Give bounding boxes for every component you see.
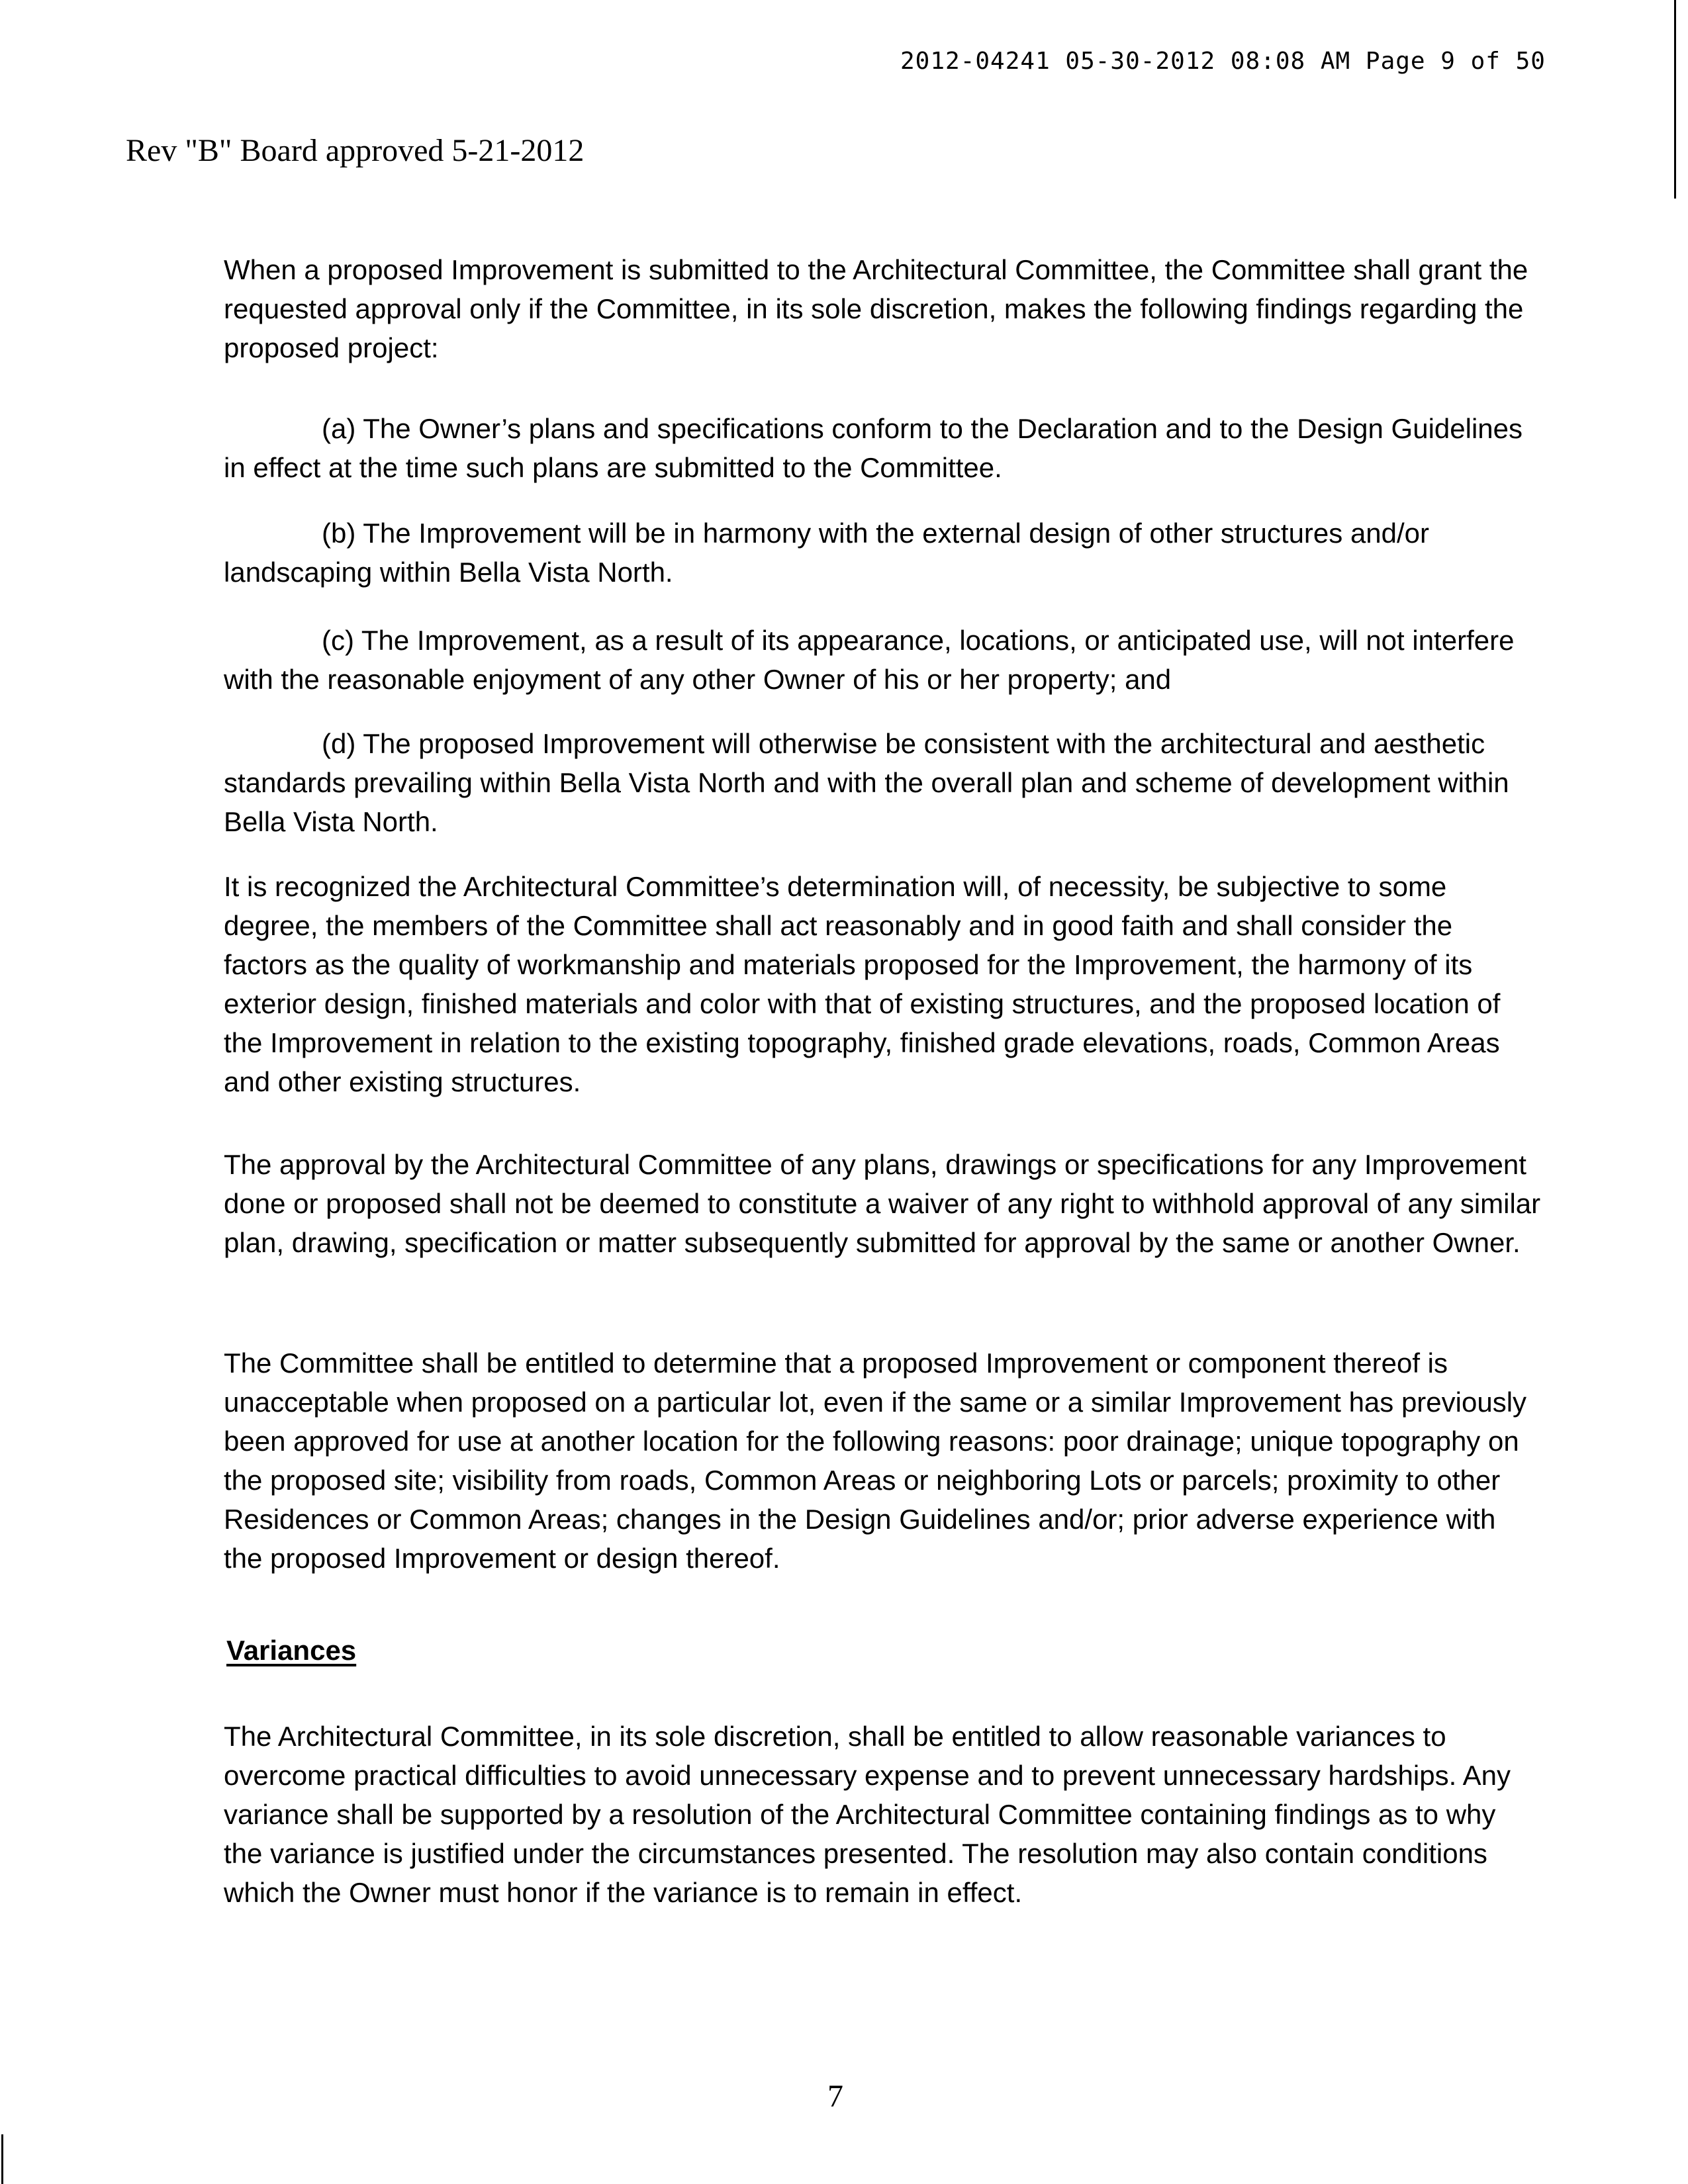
- subjective-paragraph: [224, 867, 1541, 1101]
- page-number: 7: [827, 2079, 843, 2114]
- finding-b: [224, 514, 1541, 592]
- variances-heading: Variances: [226, 1635, 357, 1666]
- variances-paragraph: [224, 1717, 1541, 1912]
- scan-edge-line-right: [1674, 0, 1676, 199]
- approval-waiver-paragraph: [224, 1145, 1541, 1262]
- scan-edge-line-left: [1, 2134, 3, 2184]
- findings-intro-text: When a proposed Improvement is submitted to the Architectural Committee, the Committee shall grant the requested approval only if the Committee, in its sole discretion, makes the following findings regarding the proposed project:: [224, 254, 1528, 363]
- finding-d: [224, 724, 1541, 841]
- finding-a-text: (a) The Owner’s plans and specifications conform to the Declaration and to the Design Guidelines in effect at the time such plans are submitted to the Committee.: [224, 413, 1523, 483]
- finding-b-text: (b) The Improvement will be in harmony with the external design of other structures and/or landscaping within Bella Vista North.: [224, 518, 1430, 588]
- recording-stamp: 2012-04241 05-30-2012 08:08 AM Page 9 of 50: [900, 48, 1546, 75]
- findings-intro: [224, 250, 1541, 367]
- finding-d-text: (d) The proposed Improvement will otherwise be consistent with the architectural and aesthetic standards prevailing within Bella Vista North and with the overall plan and scheme of development within Bella Vista North.: [224, 728, 1509, 837]
- revision-note: Rev "B" Board approved 5-21-2012: [126, 133, 585, 168]
- approval-waiver-text: The approval by the Architectural Committee of any plans, drawings or specifications for any Improvement done or proposed shall not be deemed to constitute a waiver of any right to withhold approval of any similar plan, drawing, specification or matter subsequently submitted for approval by the same or another Owner.: [224, 1149, 1541, 1258]
- finding-c-text: (c) The Improvement, as a result of its appearance, locations, or anticipated use, will not interfere with the reasonable enjoyment of any other Owner of his or her property; and: [224, 625, 1515, 695]
- finding-a: [224, 409, 1541, 487]
- subjective-text: It is recognized the Architectural Committee’s determination will, of necessity, be subjective to some degree, the members of the Committee shall act reasonably and in good faith and shall consider the factors as the quality of workmanship and materials proposed for the Improvement, the harmony of its exterior design, finished materials and color with that of existing structures, and the proposed location of the Improvement in relation to the existing topography, finished grade elevations, roads, Common Areas and other existing structures.: [224, 871, 1501, 1097]
- variances-text: The Architectural Committee, in its sole discretion, shall be entitled to allow reasonable variances to overcome practical difficulties to avoid unnecessary expense and to prevent unnecessary hardships. Any variance shall be supported by a resolution of the Architectural Committee containing findings as to why the variance is justified under the circumstances presented. The resolution may also contain conditions which the Owner must honor if the variance is to remain in effect.: [224, 1721, 1511, 1908]
- unacceptable-paragraph: [224, 1343, 1541, 1578]
- finding-c: [224, 621, 1541, 699]
- unacceptable-text: The Committee shall be entitled to determine that a proposed Improvement or component thereof is unacceptable when proposed on a particular lot, even if the same or a similar Improvement has previously been approved for use at another location for the following reasons: poor drainage; unique topography on the proposed site; visibility from roads, Common Areas or neighboring Lots or parcels; proximity to other Residences or Common Areas; changes in the Design Guidelines and/or; prior adverse experience with the proposed Improvement or design thereof.: [224, 1347, 1527, 1574]
